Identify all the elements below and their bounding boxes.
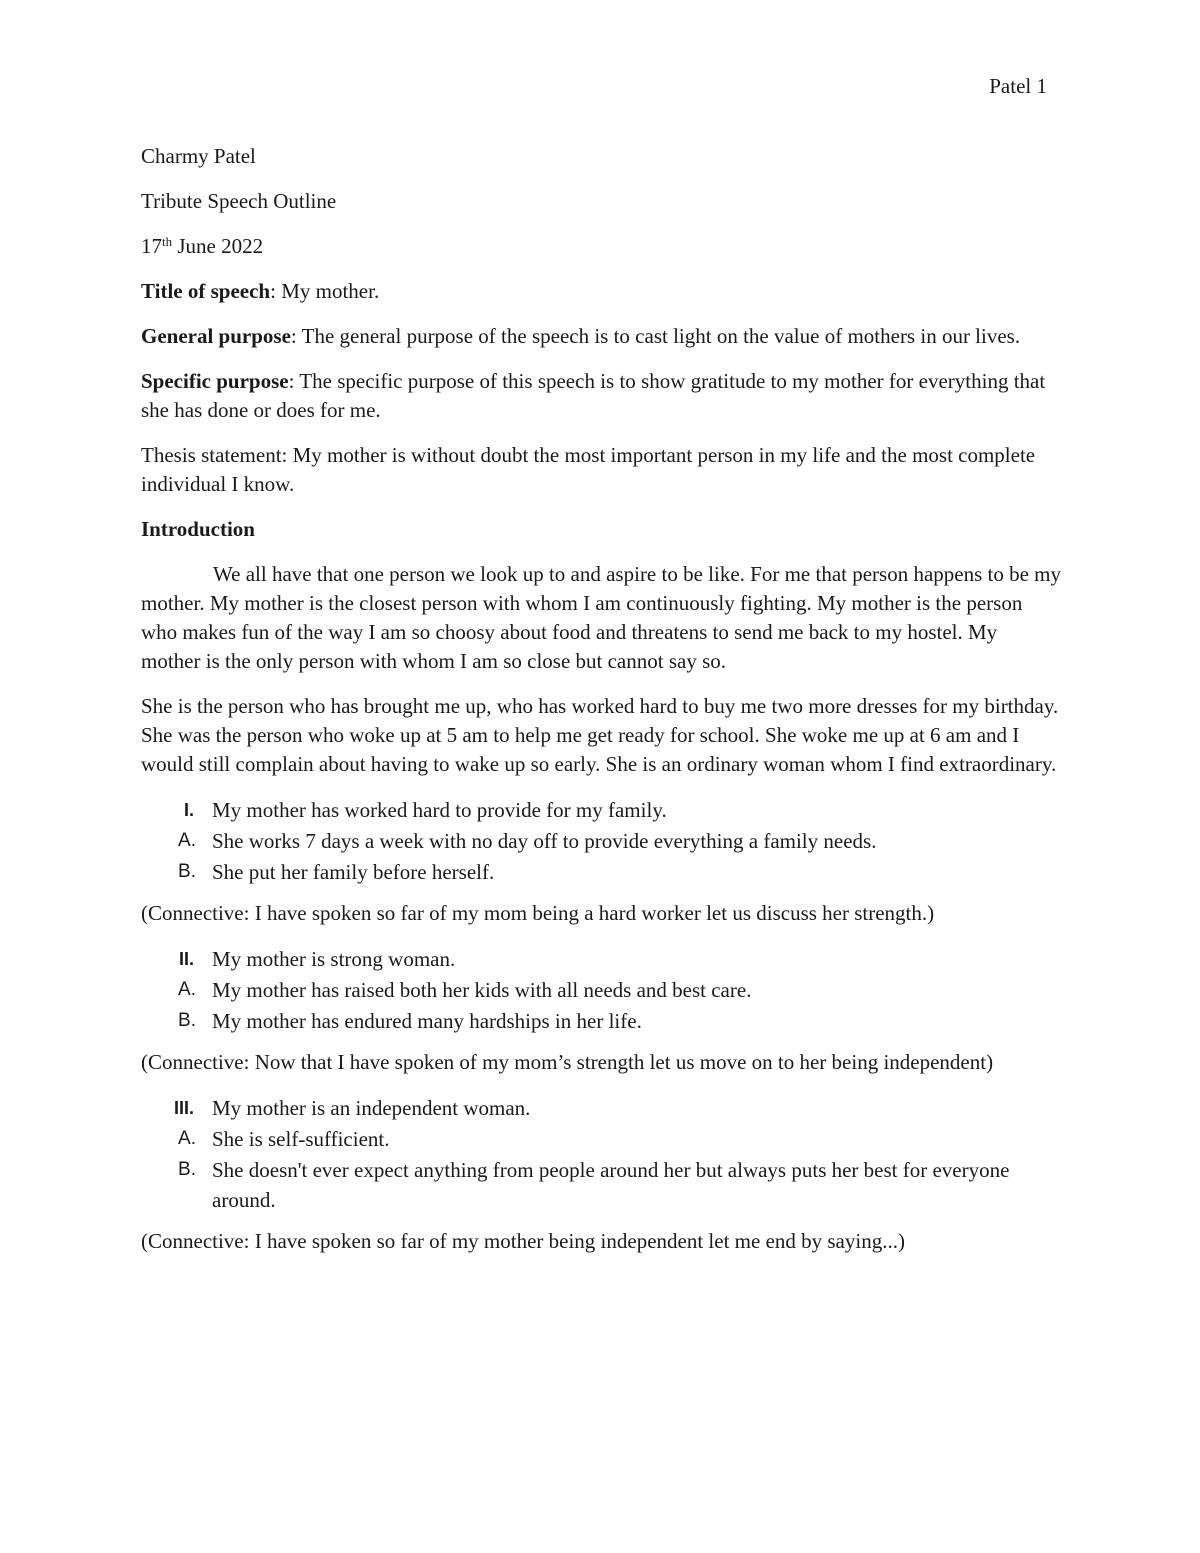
general-purpose-label: General purpose [141,324,291,348]
outline-main-point [141,944,1061,974]
outline-sub-point [141,1124,1061,1154]
outline-sub-point [141,975,1061,1005]
connective-3: (Connective: I have spoken so far of my mother being independent let me end by saying...) [141,1229,905,1253]
outline-numeral: I. [183,800,194,820]
outline-sub-text: She works 7 days a week with no day off to provide everything a family needs. [212,829,877,853]
outline-sub-text: My mother has endured many hardships in her life. [212,1009,642,1033]
document-body [141,142,1061,1272]
introduction-heading: Introduction [141,517,255,541]
outline-main-point [141,1093,1061,1123]
outline-numeral: III. [173,1098,194,1118]
outline-main-text: My mother has worked hard to provide for my family. [212,798,667,822]
page-header: Patel 1 [989,74,1047,98]
outline-sub-point [141,1155,1061,1215]
outline-sub-text: She doesn't ever expect anything from people around her but always puts her best for everyone around. [212,1158,1010,1212]
outline-section-2 [141,944,1061,1036]
outline-letter: B. [178,1159,196,1180]
outline-sub-point [141,826,1061,856]
outline-sub-text: She put her family before herself. [212,860,495,884]
general-purpose [141,322,1061,351]
introduction-paragraph-2: She is the person who has brought me up, who has worked hard to buy me two more dresses for my birthday. She was the person who woke up at 5 am to help me get ready for school. She woke me up at 6 am and I would still complain about having to wake up so early. She is an ordinary woman whom I find extraordinary. [141,694,1059,776]
specific-purpose-value: : The specific purpose of this speech is to show gratitude to my mother for everything that she has done or does for me. [141,369,1046,422]
speech-title-value: : My mother. [270,279,380,303]
outline-sub-point [141,857,1061,887]
outline-sub-text: My mother has raised both her kids with all needs and best care. [212,978,752,1002]
specific-purpose-label: Specific purpose [141,369,289,393]
connective-2: (Connective: Now that I have spoken of my mom’s strength let us move on to her being independent) [141,1050,994,1074]
outline-letter: A. [178,830,196,851]
outline-section-3 [141,1093,1061,1215]
author-name: Charmy Patel [141,144,256,168]
speech-title [141,277,1061,306]
document-type: Tribute Speech Outline [141,189,337,213]
introduction-paragraph-1: We all have that one person we look up to and aspire to be like. For me that person happens to be my mother. My mother is the closest person with whom I am continuously fighting. My mother is the person who makes fun of the way I am so choosy about food and threatens to send me back to my hostel. My mother is the only person with whom I am so close but cannot say so. [141,562,1062,673]
thesis-statement: Thesis statement: My mother is without doubt the most important person in my life and the most complete individual I know. [141,443,1036,496]
outline-section-1 [141,795,1061,887]
specific-purpose [141,367,1061,425]
outline-main-text: My mother is an independent woman. [212,1096,531,1120]
outline-numeral: II. [178,949,194,969]
date-rest: June 2022 [172,234,264,258]
outline-letter: A. [178,979,196,1000]
date-suffix: th [162,234,173,249]
outline-letter: B. [178,1010,196,1031]
outline-letter: B. [178,861,196,882]
document-date [141,232,1061,261]
date-day: 17 [141,234,162,258]
connective-1: (Connective: I have spoken so far of my mom being a hard worker let us discuss her strength.) [141,901,935,925]
outline-sub-point [141,1006,1061,1036]
speech-title-label: Title of speech [141,279,271,303]
outline-main-point [141,795,1061,825]
outline-letter: A. [178,1128,196,1149]
outline-sub-text: She is self-sufficient. [212,1127,390,1151]
outline-main-text: My mother is strong woman. [212,947,456,971]
general-purpose-value: : The general purpose of the speech is to cast light on the value of mothers in our lives. [290,324,1021,348]
